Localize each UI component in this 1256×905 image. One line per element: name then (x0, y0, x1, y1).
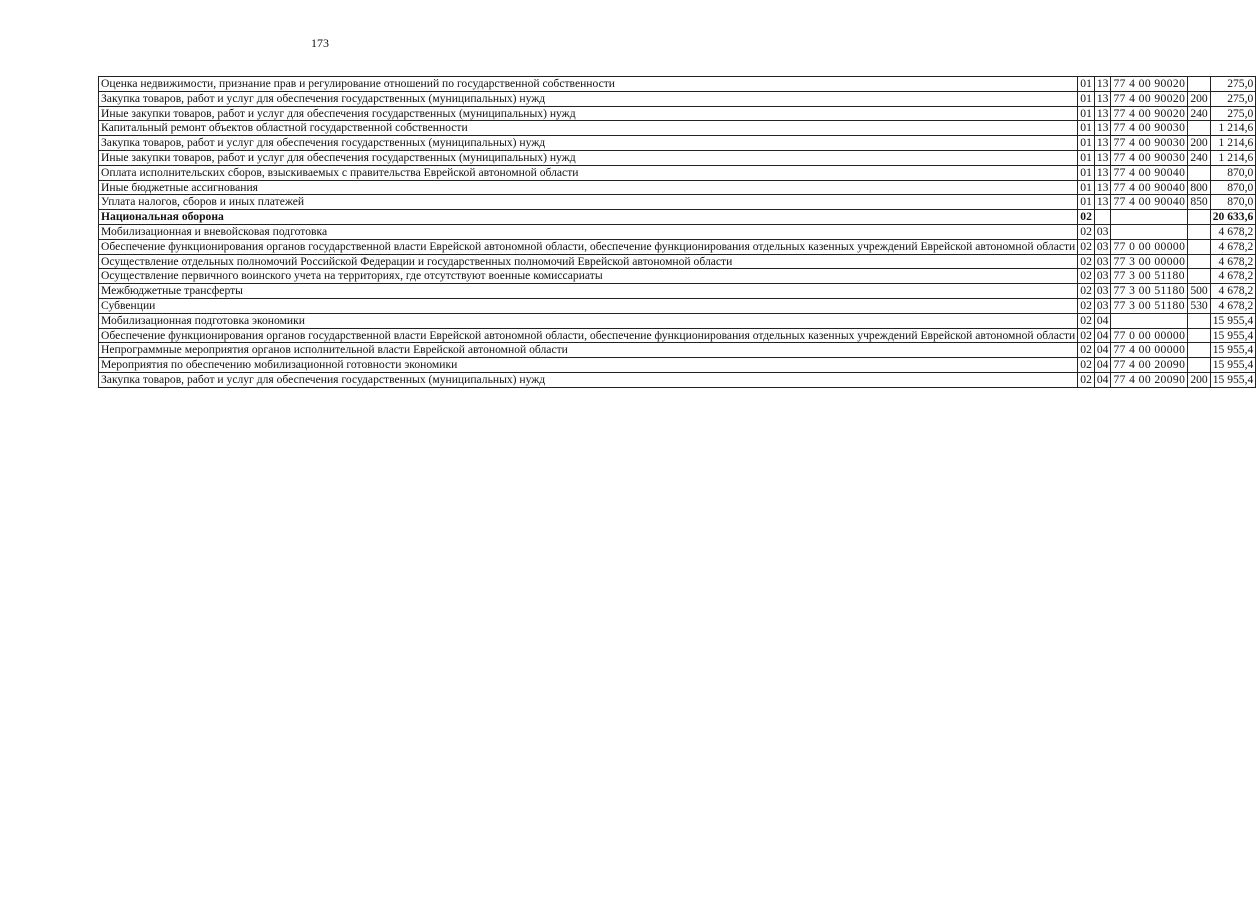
row-section-cell: 01 (1078, 150, 1095, 165)
row-subsection-cell: 04 (1094, 328, 1111, 343)
row-name-cell: Мероприятия по обеспечению мобилизационной готовности экономики (99, 358, 1078, 373)
row-target-article-cell: 77 3 00 51180 (1111, 284, 1188, 299)
row-name-cell: Закупка товаров, работ и услуг для обеспечения государственных (муниципальных) нужд (99, 91, 1078, 106)
row-target-article-cell: 77 3 00 00000 (1111, 254, 1188, 269)
row-name-cell: Мобилизационная подготовка экономики (99, 313, 1078, 328)
row-section-cell: 01 (1078, 106, 1095, 121)
row-target-article-cell (1111, 210, 1188, 225)
row-name-cell: Капитальный ремонт объектов областной государственной собственности (99, 121, 1078, 136)
table-row (99, 91, 1256, 106)
table-row (99, 77, 1256, 92)
row-expense-type-cell: 200 (1188, 372, 1210, 387)
row-subsection-cell: 13 (1094, 121, 1111, 136)
row-target-article-cell: 77 0 00 00000 (1111, 328, 1188, 343)
row-amount-cell: 275,0 (1210, 77, 1256, 92)
row-section-cell: 02 (1078, 372, 1095, 387)
row-name-cell: Межбюджетные трансферты (99, 284, 1078, 299)
row-section-cell: 02 (1078, 343, 1095, 358)
row-amount-cell: 15 955,4 (1210, 328, 1256, 343)
row-target-article-cell: 77 4 00 90020 (1111, 77, 1188, 92)
row-target-article-cell: 77 4 00 00000 (1111, 343, 1188, 358)
row-expense-type-cell (1188, 224, 1210, 239)
row-name-cell: Мобилизационная и вневойсковая подготовка (99, 224, 1078, 239)
row-subsection-cell: 03 (1094, 269, 1111, 284)
row-subsection-cell: 03 (1094, 224, 1111, 239)
row-subsection-cell: 13 (1094, 150, 1111, 165)
row-name-cell: Оценка недвижимости, признание прав и регулирование отношений по государственной собственности (99, 77, 1078, 92)
row-expense-type-cell (1188, 239, 1210, 254)
row-name-cell: Оплата исполнительских сборов, взыскиваемых с правительства Еврейской автономной области (99, 165, 1078, 180)
row-amount-cell: 4 678,2 (1210, 298, 1256, 313)
row-section-cell: 01 (1078, 165, 1095, 180)
row-subsection-cell: 04 (1094, 358, 1111, 373)
row-section-cell: 01 (1078, 121, 1095, 136)
row-amount-cell: 275,0 (1210, 91, 1256, 106)
row-subsection-cell: 03 (1094, 239, 1111, 254)
row-expense-type-cell (1188, 358, 1210, 373)
table-row (99, 313, 1256, 328)
row-expense-type-cell (1188, 165, 1210, 180)
row-target-article-cell: 77 3 00 51180 (1111, 269, 1188, 284)
table-row (99, 284, 1256, 299)
row-target-article-cell: 77 4 00 90040 (1111, 180, 1188, 195)
row-amount-cell: 1 214,6 (1210, 150, 1256, 165)
row-target-article-cell: 77 4 00 90020 (1111, 91, 1188, 106)
row-expense-type-cell: 240 (1188, 106, 1210, 121)
budget-table-body (99, 77, 1256, 388)
row-amount-cell: 1 214,6 (1210, 136, 1256, 151)
row-expense-type-cell: 240 (1188, 150, 1210, 165)
table-row (99, 239, 1256, 254)
row-expense-type-cell: 800 (1188, 180, 1210, 195)
row-amount-cell: 4 678,2 (1210, 239, 1256, 254)
table-row (99, 121, 1256, 136)
budget-table (98, 76, 1256, 388)
row-section-cell: 02 (1078, 224, 1095, 239)
row-target-article-cell: 77 4 00 90030 (1111, 150, 1188, 165)
table-row (99, 358, 1256, 373)
row-expense-type-cell: 530 (1188, 298, 1210, 313)
table-row (99, 328, 1256, 343)
row-amount-cell: 15 955,4 (1210, 343, 1256, 358)
row-name-cell: Закупка товаров, работ и услуг для обеспечения государственных (муниципальных) нужд (99, 136, 1078, 151)
row-name-cell: Иные бюджетные ассигнования (99, 180, 1078, 195)
row-amount-cell: 15 955,4 (1210, 358, 1256, 373)
row-subsection-cell: 04 (1094, 343, 1111, 358)
row-expense-type-cell: 200 (1188, 136, 1210, 151)
row-amount-cell: 15 955,4 (1210, 372, 1256, 387)
page-number: 173 (311, 36, 329, 50)
row-target-article-cell: 77 4 00 90030 (1111, 136, 1188, 151)
row-amount-cell: 870,0 (1210, 180, 1256, 195)
table-row (99, 180, 1256, 195)
row-expense-type-cell (1188, 210, 1210, 225)
row-subsection-cell: 13 (1094, 77, 1111, 92)
row-amount-cell: 870,0 (1210, 165, 1256, 180)
row-section-cell: 01 (1078, 136, 1095, 151)
row-target-article-cell: 77 4 00 20090 (1111, 372, 1188, 387)
table-row (99, 150, 1256, 165)
row-section-cell: 01 (1078, 195, 1095, 210)
row-amount-cell: 4 678,2 (1210, 254, 1256, 269)
row-expense-type-cell (1188, 343, 1210, 358)
row-target-article-cell: 77 3 00 51180 (1111, 298, 1188, 313)
row-amount-cell: 4 678,2 (1210, 284, 1256, 299)
row-expense-type-cell: 200 (1188, 91, 1210, 106)
row-subsection-cell (1094, 210, 1111, 225)
row-section-cell: 01 (1078, 180, 1095, 195)
row-section-cell: 02 (1078, 298, 1095, 313)
table-row (99, 224, 1256, 239)
table-row (99, 210, 1256, 225)
row-expense-type-cell (1188, 77, 1210, 92)
row-name-cell: Закупка товаров, работ и услуг для обеспечения государственных (муниципальных) нужд (99, 372, 1078, 387)
row-amount-cell: 4 678,2 (1210, 224, 1256, 239)
row-amount-cell: 870,0 (1210, 195, 1256, 210)
row-section-cell: 01 (1078, 77, 1095, 92)
row-target-article-cell: 77 4 00 90040 (1111, 195, 1188, 210)
row-name-cell: Непрограммные мероприятия органов исполнительной власти Еврейской автономной области (99, 343, 1078, 358)
row-subsection-cell: 13 (1094, 91, 1111, 106)
row-expense-type-cell (1188, 254, 1210, 269)
table-row (99, 254, 1256, 269)
row-amount-cell: 20 633,6 (1210, 210, 1256, 225)
row-subsection-cell: 13 (1094, 180, 1111, 195)
table-row (99, 195, 1256, 210)
row-name-cell: Обеспечение функционирования органов государственной власти Еврейской автономной области, обеспечение функционирования отдельных казенных учреждений Еврейской автономной области (99, 328, 1078, 343)
row-subsection-cell: 03 (1094, 254, 1111, 269)
row-target-article-cell: 77 4 00 90040 (1111, 165, 1188, 180)
row-subsection-cell: 03 (1094, 284, 1111, 299)
table-row (99, 298, 1256, 313)
row-name-cell: Осуществление отдельных полномочий Российской Федерации и государственных полномочий Еврейской автономной области (99, 254, 1078, 269)
row-amount-cell: 15 955,4 (1210, 313, 1256, 328)
row-expense-type-cell (1188, 121, 1210, 136)
row-subsection-cell: 03 (1094, 298, 1111, 313)
row-subsection-cell: 04 (1094, 372, 1111, 387)
row-expense-type-cell (1188, 269, 1210, 284)
row-name-cell: Субвенции (99, 298, 1078, 313)
row-expense-type-cell: 850 (1188, 195, 1210, 210)
row-target-article-cell (1111, 224, 1188, 239)
row-target-article-cell: 77 0 00 00000 (1111, 239, 1188, 254)
row-amount-cell: 275,0 (1210, 106, 1256, 121)
row-section-cell: 02 (1078, 210, 1095, 225)
row-amount-cell: 1 214,6 (1210, 121, 1256, 136)
table-row (99, 343, 1256, 358)
table-row (99, 165, 1256, 180)
row-subsection-cell: 13 (1094, 195, 1111, 210)
row-section-cell: 01 (1078, 91, 1095, 106)
row-amount-cell: 4 678,2 (1210, 269, 1256, 284)
row-target-article-cell: 77 4 00 90030 (1111, 121, 1188, 136)
row-expense-type-cell (1188, 328, 1210, 343)
row-section-cell: 02 (1078, 254, 1095, 269)
row-name-cell: Иные закупки товаров, работ и услуг для обеспечения государственных (муниципальных) нужд (99, 106, 1078, 121)
row-expense-type-cell: 500 (1188, 284, 1210, 299)
row-name-cell: Уплата налогов, сборов и иных платежей (99, 195, 1078, 210)
row-subsection-cell: 13 (1094, 136, 1111, 151)
row-subsection-cell: 13 (1094, 106, 1111, 121)
row-section-cell: 02 (1078, 284, 1095, 299)
row-target-article-cell: 77 4 00 20090 (1111, 358, 1188, 373)
row-name-cell: Иные закупки товаров, работ и услуг для обеспечения государственных (муниципальных) нужд (99, 150, 1078, 165)
row-name-cell: Обеспечение функционирования органов государственной власти Еврейской автономной области, обеспечение функционирования отдельных казенных учреждений Еврейской автономной области (99, 239, 1078, 254)
table-row (99, 136, 1256, 151)
row-target-article-cell (1111, 313, 1188, 328)
row-section-cell: 02 (1078, 313, 1095, 328)
table-row (99, 106, 1256, 121)
row-name-cell: Осуществление первичного воинского учета на территориях, где отсутствуют военные комиссариаты (99, 269, 1078, 284)
row-subsection-cell: 04 (1094, 313, 1111, 328)
row-section-cell: 02 (1078, 328, 1095, 343)
row-name-cell: Национальная оборона (99, 210, 1078, 225)
row-subsection-cell: 13 (1094, 165, 1111, 180)
row-section-cell: 02 (1078, 269, 1095, 284)
table-row (99, 372, 1256, 387)
table-row (99, 269, 1256, 284)
row-expense-type-cell (1188, 313, 1210, 328)
row-target-article-cell: 77 4 00 90020 (1111, 106, 1188, 121)
row-section-cell: 02 (1078, 358, 1095, 373)
row-section-cell: 02 (1078, 239, 1095, 254)
